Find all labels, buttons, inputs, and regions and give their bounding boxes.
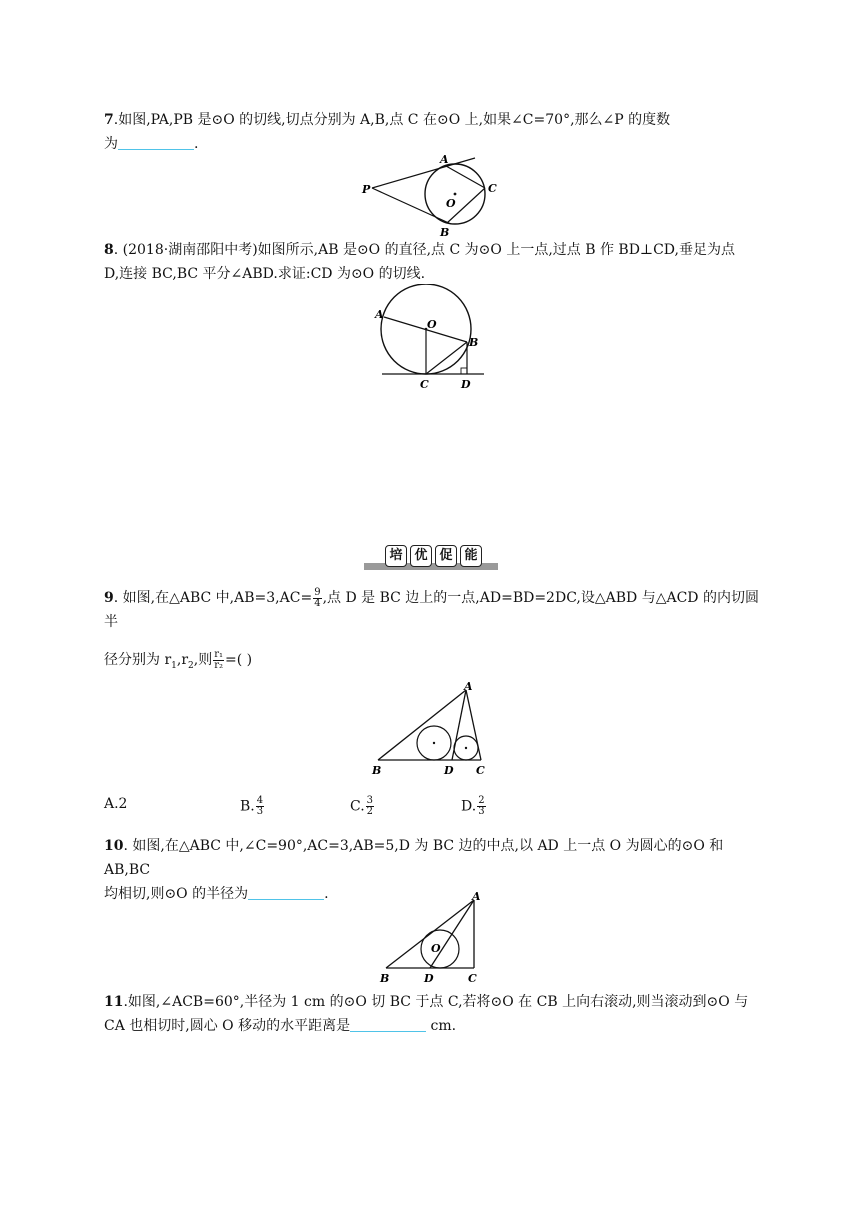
q10-figure xyxy=(376,888,488,984)
label-c: C xyxy=(476,764,485,776)
label-d: D xyxy=(424,972,434,984)
question-7: 7.如图,PA,PB 是⊙O 的切线,切点分别为 A,B,点 C 在⊙O 上,如果∠C=70°,那么∠P 的度数 为 . xyxy=(104,112,671,152)
label-c: C xyxy=(420,378,429,391)
label-a: A xyxy=(440,153,449,166)
option-a[interactable]: A.2 xyxy=(104,796,128,812)
fraction: $\frac{3}{2}$ xyxy=(366,795,374,817)
question-9: 9. 如图,在△ABC 中,AB=3,AC= $\frac{9}{4}$ ,点 D 是 BC 边上的一点,AD=BD=2DC,设△ABD 与△ACD 的内切圆半 径分别为 $r_1,r_2$,则 $\frac{\text{r₁}}{\text{r₂}}$ =( ) xyxy=(104,586,759,671)
option-d[interactable]: D. $\frac{2}{3}$ xyxy=(461,795,485,817)
fraction: $\frac{2}{3}$ xyxy=(478,795,485,817)
answer-blank[interactable] xyxy=(118,135,194,150)
question-number: 9 xyxy=(104,590,114,606)
label-p: P xyxy=(362,183,371,196)
label-a: A xyxy=(375,308,384,321)
fraction: $\frac{4}{3}$ xyxy=(256,795,264,817)
fraction: $\frac{9}{4}$ xyxy=(314,586,321,609)
banner-char: 优 xyxy=(410,545,432,567)
question-text: D,连接 BC,BC 平分∠ABD.求证:CD 为⊙O 的切线. xyxy=(104,266,426,282)
question-11: 11.如图,∠ACB=60°,半径为 1 cm 的⊙O 切 BC 于点 C,若将⊙O 在 CB 上向右滚动,则当滚动到⊙O 与 CA 也相切时,圆心 O 移动的水平距离是 cm. xyxy=(104,994,749,1034)
question-number: 7 xyxy=(104,112,114,128)
label-o: O xyxy=(431,942,441,955)
question-number: 8 xyxy=(104,242,114,258)
label-b: B xyxy=(469,336,479,349)
question-number: 10 xyxy=(104,838,124,854)
label-d: D xyxy=(444,764,454,776)
question-8 xyxy=(104,238,764,286)
question-text: .如图,PA,PB 是⊙O 的切线,切点分别为 A,B,点 C 在⊙O 上,如果∠C=70°,那么∠P 的度数 xyxy=(113,112,671,128)
option-b[interactable]: B. $\frac{4}{3}$ xyxy=(240,795,264,817)
label-b: B xyxy=(380,972,390,984)
question-text: . (2018·湖南邵阳中考)如图所示,AB 是⊙O 的直径,点 C 为⊙O 上一点,过点 B 作 BD⊥CD,垂足为点 xyxy=(113,242,735,258)
q9-options xyxy=(104,796,704,822)
label-c: C xyxy=(488,182,497,195)
q7-figure xyxy=(358,150,508,238)
label-a: A xyxy=(472,890,481,903)
label-b: B xyxy=(440,226,450,238)
section-banner xyxy=(364,543,498,573)
answer-blank[interactable] xyxy=(350,1017,426,1032)
banner-char: 促 xyxy=(435,545,457,567)
label-a: A xyxy=(464,680,473,693)
answer-blank[interactable] xyxy=(248,885,324,900)
q8-figure xyxy=(372,284,492,392)
banner-char: 能 xyxy=(460,545,482,567)
question-text: 为 xyxy=(104,136,118,152)
question-text: 均相切,则⊙O 的半径为 xyxy=(104,886,249,902)
label-c: C xyxy=(468,972,477,984)
label-o: O xyxy=(427,318,437,331)
question-10: 10. 如图,在△ABC 中,∠C=90°,AC=3,AB=5,D 为 BC 边的中点,以 AD 上一点 O 为圆心的⊙O 和 AB,BC 均相切,则⊙O 的半径为 . xyxy=(104,838,724,902)
question-text: .如图,∠ACB=60°,半径为 1 cm 的⊙O 切 BC 于点 C,若将⊙O 在 CB 上向右滚动,则当滚动到⊙O 与 xyxy=(123,994,749,1010)
option-c[interactable]: C. $\frac{3}{2}$ xyxy=(350,795,374,817)
fraction: $\frac{\text{r₁}}{\text{r₂}}$ xyxy=(214,648,224,671)
label-b: B xyxy=(372,764,382,776)
question-text: CA 也相切时,圆心 O 移动的水平距离是 xyxy=(104,1018,351,1034)
question-number: 11 xyxy=(104,994,124,1010)
question-text: . 如图,在△ABC 中,∠C=90°,AC=3,AB=5,D 为 BC 边的中点,以 AD 上一点 O 为圆心的⊙O 和 AB,BC xyxy=(104,838,724,878)
label-d: D xyxy=(461,378,471,391)
label-o: O xyxy=(446,197,456,210)
banner-char: 培 xyxy=(385,545,407,567)
q9-figure xyxy=(368,678,494,776)
